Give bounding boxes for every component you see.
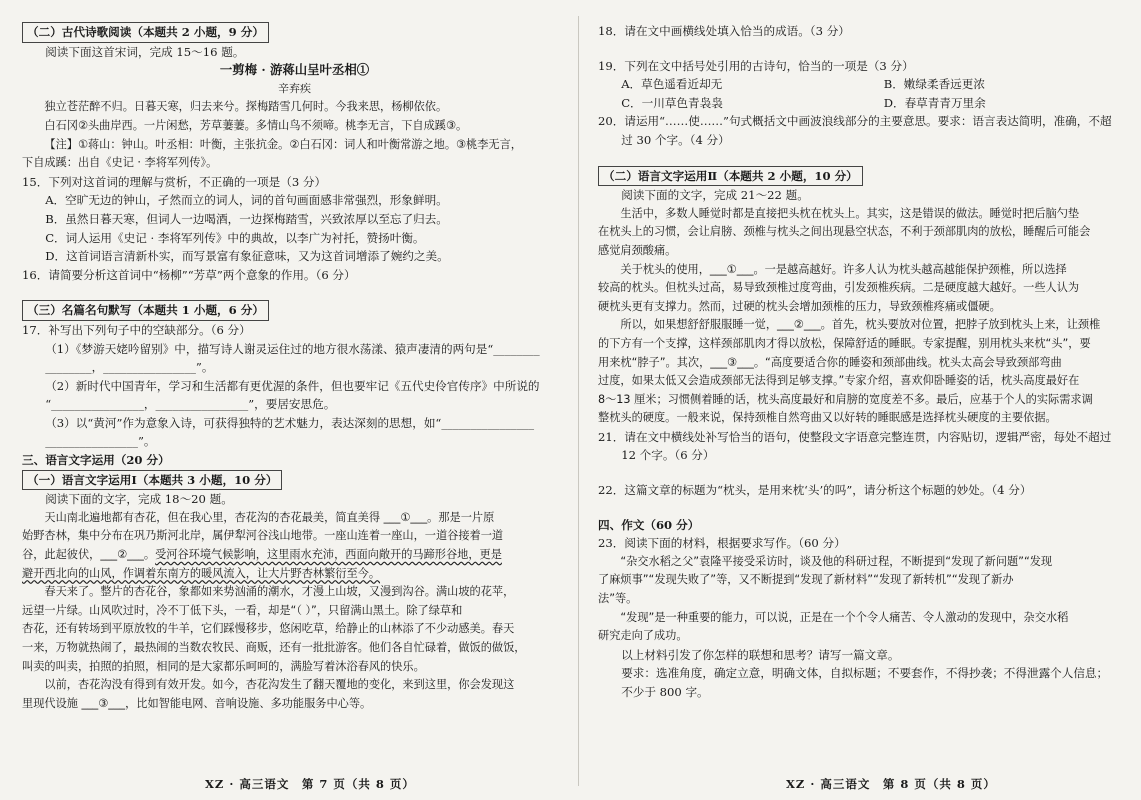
q17-item-3b: ________________”。 (45, 434, 156, 449)
essay-requirements-line-1: 要求：选准角度，确定立意，明确文体，自拟标题；不要套作，不得抄袭；不得泄露个人信息； (621, 666, 1109, 681)
passage-c-line-1: 以前，杏花沟没有得到有效开发。如今，杏花沟发生了翻天覆地的变化，来到这里，你会发现这 (44, 678, 515, 692)
passage-b-line-2: 远望一片绿。山风吹过时，冷不丁低下头，一看，却是“（ ）”，只留满山黑土。除了绿草和 (22, 603, 463, 617)
question-19: 19．下列在文中括号处引用的古诗句，恰当的一项是（3 分） (598, 58, 914, 73)
language-2-intro: 阅读下面的文字，完成 21～22 题。 (621, 188, 809, 203)
essay-requirements-line-2: 不少于 800 字。 (621, 685, 709, 699)
q17-item-3a: （3）以“黄河”作为意象入诗，可获得独特的艺术魅力，表达深刻的思想，如“________________ (45, 415, 535, 430)
question-17: 17．补写出下列句子中的空缺部分。（6 分） (22, 322, 251, 337)
question-15: 15．下列对这首词的理解与赏析，不正确的一项是（3 分） (22, 174, 327, 189)
passage-h-line-2: 研究走向了成功。 (598, 629, 688, 643)
question-18: 18．请在文中画横线处填入恰当的成语。（3 分） (598, 24, 850, 38)
part-three-heading: 三、语言文字运用（20 分） (22, 453, 170, 468)
question-20-line-2: 过 30 个字。（4 分） (621, 132, 730, 147)
section-language-2-heading: （二）语言文字运用Ⅱ（本题共 2 小题，10 分） (598, 166, 1123, 187)
passage-b-line-4: 一来，万物就热闹了，最热闹的当数农牧民、商贩，还有一批批游客。他们各自忙碌着，做饭的做饭， (22, 641, 526, 654)
q15-option-a: A．空旷无边的钟山，孑然而立的词人，词的首句画面感非常强烈，形象鲜明。 (45, 193, 448, 208)
q17-item-1b: ________，________________”。 (45, 360, 214, 375)
passage-f-line-4: 过度，如果太低又会造成颈部无法得到足够支撑。”专家介绍，喜欢仰卧睡姿的话，枕头高度最好在 (598, 374, 1080, 388)
passage-b-line-1: 春天来了。整片的杏花谷，象都如来势汹涌的潮水，才漫上山坡，又漫到沟谷。满山坡的花苹， (44, 585, 515, 599)
passage-f-line-6: 整枕头的硬度。一般来说，保持颈椎自然弯曲又以好转的睡眠感是选择枕头硬度的主要依据。 (598, 411, 1057, 425)
question-20-line-1: 20．请运用“……使……”句式概括文中画波浪线部分的主要意思。要求：语言表达简明，准确，不超 (598, 114, 1112, 129)
passage-f-line-5: 8～13 厘米；习惯侧着睡的话，枕头高度最好和肩膀的宽度差不多。最后，应基于个人的实际需求调 (598, 392, 1093, 406)
passage-c-line-2: 里现代设施 ___③___，比如智能电网、音响设施、多功能服务中心等。 (22, 696, 372, 710)
passage-a-line-3: 谷，此起彼伏，___②___。受河谷环境气候影响，这里雨水充沛，西面向敞开的马蹄形谷地，更是 (22, 548, 502, 562)
passage-g-line-3: 法”等。 (598, 592, 638, 606)
passage-a-line-1: 天山南北遍地都有杏花，但在我心里，杏花沟的杏花最美，简直美得 ___①___。那是一片原 (44, 510, 495, 524)
q17-item-2a: （2）新时代中国青年，学习和生活都有更优渥的条件，但也要牢记《五代史伶官传序》中所说的 (45, 378, 540, 393)
page-divider (578, 16, 579, 786)
q19-option-d: D．春草青青万里余 (883, 95, 986, 110)
passage-e-line-3: 硬枕头更有支撑力。然而，过硬的枕头会增加颈椎的压力，导致颈椎疼痛或僵硬。 (598, 299, 1001, 313)
poem-line-1: 独立苍茫醉不归。日暮天寒，归去来兮。探梅踏雪几何时。今我来思，杨柳依依。 (44, 100, 448, 114)
passage-e-line-1: 关于枕头的使用，___①___。一是越高越好。许多人认为枕头越高越能保护颈椎，所以选择 (620, 262, 1067, 276)
q15-option-b: B．虽然日暮天寒，但词人一边喝酒，一边探梅踏雪，兴致浓厚以至忘了归去。 (45, 211, 448, 226)
section-dictation-heading: （三）名篇名句默写（本题共 1 小题，6 分） (22, 300, 567, 321)
passage-h-line-1: “发现”是一种重要的能力，可以说，正是在一个个令人痛苦、令人激动的发现中，杂交水稻 (620, 610, 1069, 624)
essay-prompt: 以上材料引发了你怎样的联想和思考？请写一篇文章。 (621, 647, 900, 662)
q19-options (598, 75, 1123, 112)
q15-option-c: C．词人运用《史记 · 李将军列传》中的典故，以李广为衬托，赞扬叶衡。 (45, 230, 425, 245)
page-7-footer: XZ · 高三语文 第 7 页（共 8 页） (205, 777, 415, 791)
passage-g-line-1: “杂交水稻之父”袁隆平接受采访时，谈及他的科研过程，不断提到“发现了新问题”“发现 (620, 554, 1053, 568)
passage-e-line-2: 较高的枕头。但枕头过高，易导致颈椎过度弯曲，引发颈椎疾病。二是硬度越大越好。一些人认为 (598, 281, 1080, 295)
poetry-intro: 阅读下面这首宋词，完成 15～16 题。 (45, 44, 245, 59)
question-21-line-1: 21．请在文中横线处补写恰当的语句，使整段文字语意完整连贯，内容贴切，逻辑严密，每处不超过 (598, 429, 1112, 444)
poem-author: 辛弃疾 (278, 81, 311, 95)
passage-b-line-5: 叫卖的叫卖，拍照的拍照，相同的是大家都乐呵呵的，满脸写着沐浴春风的快乐。 (22, 659, 425, 673)
poem-title: 一剪梅 · 游蒋山呈叶丞相① (219, 62, 370, 78)
passage-g-line-2: 了麻烦事”“发现失败了”等，又不断提到“发现了新材料”“发现了新转机”“发现了新办 (598, 573, 1014, 587)
passage-d-line-2: 在枕头上的习惯，会让肩膀、颈椎与枕头之间出现悬空状态，不利于颈部肌肉的放松，睡醒后可能会 (598, 225, 1091, 239)
poem-note-2: 下自成蹊：出自《史记 · 李将军列传》。 (22, 156, 218, 170)
page-7 (22, 22, 567, 713)
passage-d-line-3: 感觉肩颈酸痛。 (598, 243, 677, 257)
passage-b-line-3: 杏花，还有转场到平原放牧的牛羊，它们踩慢移步，悠闲吃草，给静止的山林添了不少动感美。春天 (22, 622, 515, 636)
q17-item-1a: （1）《梦游天姥吟留别》中，描写诗人谢灵运住过的地方很水荡漾、猿声凄清的两句是“________ (45, 341, 540, 356)
section-language-1-heading: （一）语言文字运用Ⅰ（本题共 3 小题，10 分） (22, 470, 567, 491)
wavy-underline-text: 受河谷环境气候影响，这里雨水充沛，西面向敞开的马蹄形谷地，更是 (155, 548, 502, 562)
q17-item-2b: “________________，________________”，要居安思危。 (45, 397, 336, 412)
page-8 (598, 22, 1123, 702)
section-poetry-heading: （二）古代诗歌阅读（本题共 2 小题，9 分） (22, 22, 567, 43)
language-1-intro: 阅读下面的文字，完成 18～20 题。 (45, 492, 233, 507)
passage-a-line-2: 始野杏林，集中分布在巩乃斯河北岸，属伊犁河谷浅山地带。一座山连着一座山，一道谷接着一道 (22, 529, 504, 543)
passage-d-line-1: 生活中，多数人睡觉时都是直接把头枕在枕头上。其实，这是错误的做法。睡觉时把后脑勺垫 (620, 206, 1080, 220)
q19-option-b: B．嫩绿柔香远更浓 (883, 77, 985, 92)
question-22: 22．这篇文章的标题为“枕头，是用来枕‘头’的吗”，请分析这个标题的妙处。（4 分） (598, 483, 1032, 498)
q19-option-a: A．草色遥看近却无 (621, 77, 723, 92)
poem-line-2: 白石冈②头曲岸西。一片闲愁，芳草萋萋。多情山鸟不须啼。桃李无言，下自成蹊③。 (44, 118, 468, 132)
part-four-heading: 四、作文（60 分） (598, 517, 700, 532)
q15-option-d: D．这首词语言清新朴实，而写景富有象征意味，又为这首词增添了婉约之美。 (45, 249, 449, 264)
passage-a-line-4: 避开西北向的山风，作调着东南方的暖风流入，让大片野杏林繁衍至今。 (22, 566, 381, 580)
poem-note-1: 【注】①蒋山：钟山。叶丞相：叶衡，主张抗金。②白石冈：词人和叶衡常游之地。③桃李无言， (44, 137, 522, 151)
passage-f-line-1: 所以，如果想舒舒服服睡一觉，___②___。首先，枕头要放对位置，把脖子放到枕头上来，让颈椎 (620, 318, 1101, 332)
question-23: 23．阅读下面的材料，根据要求写作。（60 分） (598, 536, 846, 551)
question-16: 16．请简要分析这首词中“杨柳”“芳草”两个意象的作用。（6 分） (22, 267, 356, 282)
q19-option-c: C．一川草色青袅袅 (621, 95, 723, 110)
question-21-line-2: 12 个字。（6 分） (621, 448, 715, 463)
passage-f-line-2: 的下方有一个支撑，这样颈部肌肉才得以放松，保障舒适的睡眠。专家提醒，别用枕头来枕“头”，要 (598, 336, 1091, 350)
passage-f-line-3: 用来枕“脖子”。其次，___③___。“高度要适合你的睡姿和颈部曲线。枕头太高会导致颈部弯曲 (598, 355, 1062, 369)
page-8-footer: XZ · 高三语文 第 8 页（共 8 页） (786, 777, 996, 791)
